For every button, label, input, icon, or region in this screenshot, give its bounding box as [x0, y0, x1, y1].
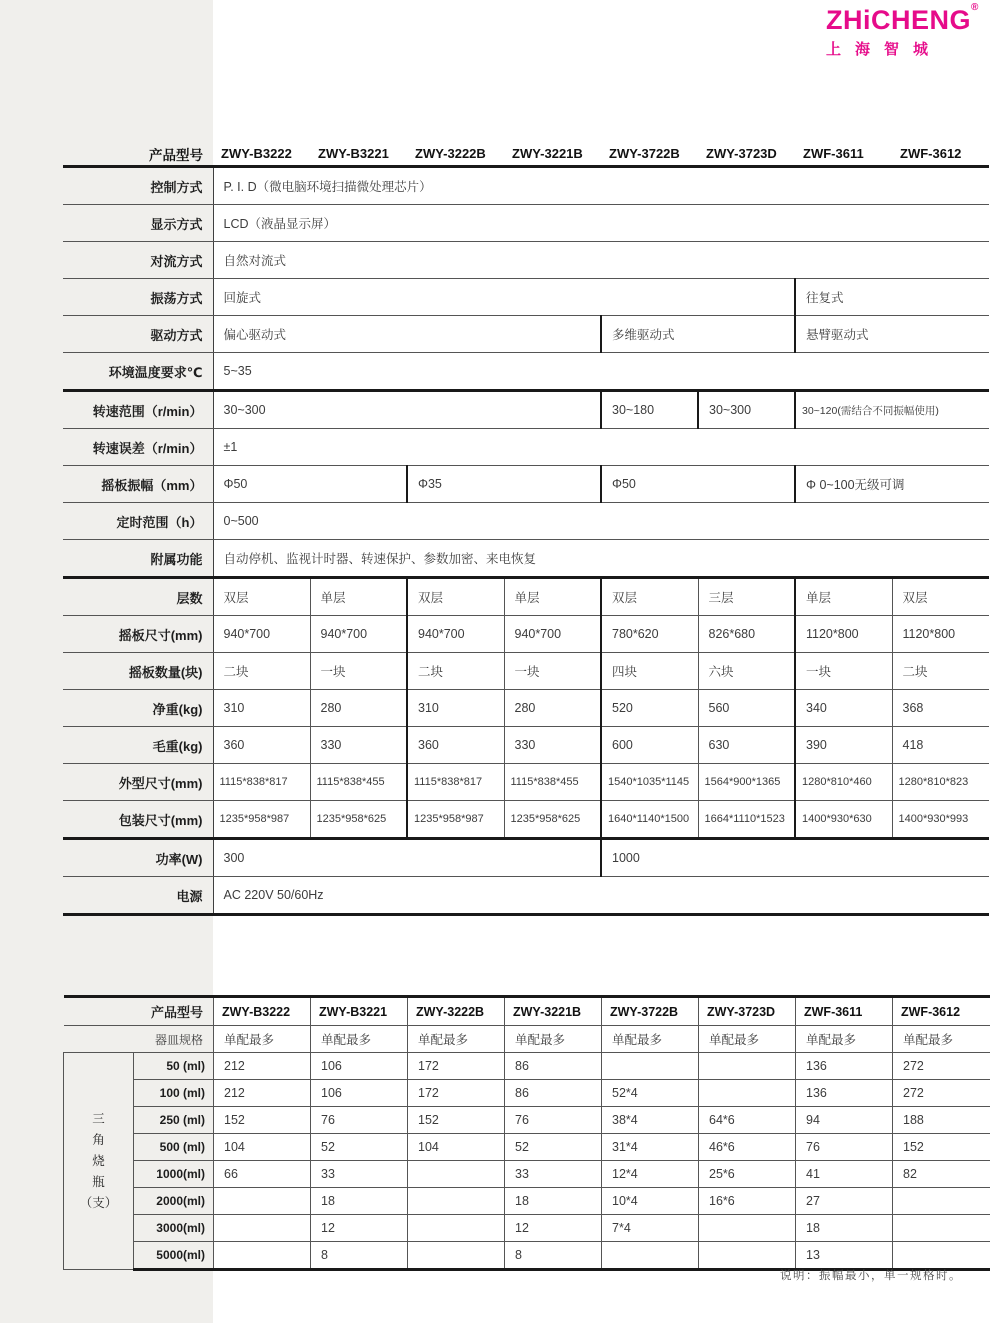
- cell: 46*6: [699, 1134, 796, 1161]
- row-label: 毛重(kg): [63, 727, 213, 764]
- vessel-spec-label: 器皿规格: [64, 1026, 214, 1053]
- cell: 四块: [601, 653, 698, 690]
- size-label: 3000(ml): [134, 1215, 214, 1242]
- group-char: 三: [92, 1111, 105, 1126]
- cell: 1540*1035*1145: [601, 764, 698, 801]
- row-label: 外型尺寸(mm): [63, 764, 213, 801]
- group-char: 烧: [92, 1153, 105, 1168]
- group-char: 瓶: [92, 1174, 105, 1189]
- cell: 一块: [310, 653, 407, 690]
- cell: 单层: [795, 578, 892, 616]
- spec-row-layers: [63, 578, 989, 616]
- flask-row: [64, 1242, 990, 1270]
- cell: 104: [408, 1134, 505, 1161]
- cell: 172: [408, 1053, 505, 1080]
- cell: 单配最多: [214, 1026, 311, 1053]
- spec-row-timer: [63, 503, 989, 540]
- cell: 780*620: [601, 616, 698, 653]
- cell: 94: [796, 1107, 893, 1134]
- spec-row-packing: [63, 801, 989, 839]
- model-header: ZWY-3723D: [698, 142, 795, 167]
- cell: 360: [213, 727, 310, 764]
- cell: 单配最多: [699, 1026, 796, 1053]
- model-header: ZWF-3612: [893, 997, 990, 1026]
- flask-table-container: [63, 995, 990, 1271]
- model-header: ZWY-3222B: [407, 142, 504, 167]
- cell: 300: [213, 839, 601, 877]
- cell: 双层: [892, 578, 989, 616]
- spec-header-label: 产品型号: [63, 142, 213, 167]
- cell: 212: [214, 1053, 311, 1080]
- brand-text: ZHiCHENG: [826, 5, 971, 35]
- cell: 52: [311, 1134, 408, 1161]
- cell: 18: [505, 1188, 602, 1215]
- cell: 826*680: [698, 616, 795, 653]
- cell: 330: [310, 727, 407, 764]
- cell: 41: [796, 1161, 893, 1188]
- flask-row: [64, 1053, 990, 1080]
- cell: 940*700: [213, 616, 310, 653]
- cell: [602, 1242, 699, 1270]
- cell: [699, 1080, 796, 1107]
- cell: 一块: [795, 653, 892, 690]
- cell: 940*700: [407, 616, 504, 653]
- size-label: 5000(ml): [134, 1242, 214, 1270]
- model-header: ZWY-B3221: [311, 997, 408, 1026]
- cell: 二块: [407, 653, 504, 690]
- brand-chinese: 上海智城: [826, 41, 943, 58]
- cell: 单配最多: [408, 1026, 505, 1053]
- cell: 418: [892, 727, 989, 764]
- cell: 1000: [601, 839, 989, 877]
- cell: 一块: [504, 653, 601, 690]
- cell: 272: [893, 1080, 990, 1107]
- cell: 回旋式: [213, 279, 795, 316]
- cell: 106: [311, 1080, 408, 1107]
- cell: 152: [214, 1107, 311, 1134]
- cell: 104: [214, 1134, 311, 1161]
- cell: 8: [311, 1242, 408, 1270]
- row-label: 显示方式: [63, 205, 213, 242]
- spec-table-container: [63, 142, 989, 916]
- cell: 1235*958*987: [407, 801, 504, 839]
- cell: 188: [893, 1107, 990, 1134]
- cell: 二块: [213, 653, 310, 690]
- cell: 双层: [213, 578, 310, 616]
- cell: 30~120(需结合不同振幅使用): [795, 391, 989, 429]
- group-char: 角: [92, 1132, 105, 1147]
- cell: ±1: [213, 429, 989, 466]
- cell: 1115*838*455: [504, 764, 601, 801]
- cell: 1280*810*460: [795, 764, 892, 801]
- cell: 自动停机、监视计时器、转速保护、参数加密、来电恢复: [213, 540, 989, 578]
- cell: 66: [214, 1161, 311, 1188]
- row-label: 振荡方式: [63, 279, 213, 316]
- spec-row-dimensions: [63, 764, 989, 801]
- cell: Φ 0~100无级可调: [795, 466, 989, 503]
- cell: 272: [893, 1053, 990, 1080]
- cell: 27: [796, 1188, 893, 1215]
- cell: 82: [893, 1161, 990, 1188]
- cell: 18: [796, 1215, 893, 1242]
- cell: Φ50: [213, 466, 407, 503]
- footnote: 说明：振幅最小，单一规格时。: [780, 1270, 962, 1282]
- cell: 二块: [892, 653, 989, 690]
- cell: 52*4: [602, 1080, 699, 1107]
- flask-table: [63, 995, 990, 1271]
- cell: 600: [601, 727, 698, 764]
- spec-row-control: [63, 167, 989, 205]
- cell: 1664*1110*1523: [698, 801, 795, 839]
- model-header: ZWF-3611: [795, 142, 892, 167]
- spec-row-display: [63, 205, 989, 242]
- cell: 30~300: [213, 391, 601, 429]
- cell: [893, 1242, 990, 1270]
- brand-wordmark: [826, 2, 979, 35]
- cell: 0~500: [213, 503, 989, 540]
- cell: [408, 1215, 505, 1242]
- cell: [699, 1242, 796, 1270]
- cell: 30~300: [698, 391, 795, 429]
- model-header: ZWY-3722B: [601, 142, 698, 167]
- cell: 560: [698, 690, 795, 727]
- cell: 三层: [698, 578, 795, 616]
- cell: 520: [601, 690, 698, 727]
- flask-header-label: 产品型号: [64, 997, 214, 1026]
- cell: 10*4: [602, 1188, 699, 1215]
- spec-row-ambient: [63, 353, 989, 391]
- row-label: 包装尺寸(mm): [63, 801, 213, 839]
- cell: 330: [504, 727, 601, 764]
- cell: 12*4: [602, 1161, 699, 1188]
- cell: P. I. D（微电脑环境扫描微处理芯片）: [213, 167, 989, 205]
- spec-row-net-weight: [63, 690, 989, 727]
- cell: 52: [505, 1134, 602, 1161]
- row-label: 摇板数量(块): [63, 653, 213, 690]
- cell: 双层: [601, 578, 698, 616]
- cell: 1235*958*625: [504, 801, 601, 839]
- model-header: ZWY-3221B: [505, 997, 602, 1026]
- spec-row-oscillation: [63, 279, 989, 316]
- cell: 悬臂驱动式: [795, 316, 989, 353]
- cell: 单层: [504, 578, 601, 616]
- row-label: 转速范围（r/min）: [63, 391, 213, 429]
- cell: Φ50: [601, 466, 795, 503]
- cell: 8: [505, 1242, 602, 1270]
- cell: 31*4: [602, 1134, 699, 1161]
- spec-header-row: [63, 142, 989, 167]
- cell: 偏心驱动式: [213, 316, 601, 353]
- cell: 310: [213, 690, 310, 727]
- cell: [699, 1053, 796, 1080]
- cell: 64*6: [699, 1107, 796, 1134]
- cell: 360: [407, 727, 504, 764]
- model-header: ZWY-B3222: [214, 997, 311, 1026]
- row-label: 摇板振幅（mm）: [63, 466, 213, 503]
- row-label: 控制方式: [63, 167, 213, 205]
- cell: [408, 1161, 505, 1188]
- cell: 1564*900*1365: [698, 764, 795, 801]
- cell: LCD（液晶显示屏）: [213, 205, 989, 242]
- cell: 1400*930*630: [795, 801, 892, 839]
- cell: [408, 1242, 505, 1270]
- cell: 双层: [407, 578, 504, 616]
- cell: Φ35: [407, 466, 601, 503]
- size-label: 250 (ml): [134, 1107, 214, 1134]
- spec-row-speed-range: [63, 391, 989, 429]
- cell: [214, 1242, 311, 1270]
- row-label: 环境温度要求℃: [63, 353, 213, 391]
- cell: 六块: [698, 653, 795, 690]
- cell: 13: [796, 1242, 893, 1270]
- cell: 76: [311, 1107, 408, 1134]
- cell: 630: [698, 727, 795, 764]
- cell: 单层: [310, 578, 407, 616]
- cell: 单配最多: [505, 1026, 602, 1053]
- size-label: 1000(ml): [134, 1161, 214, 1188]
- cell: 25*6: [699, 1161, 796, 1188]
- cell: 1235*958*625: [310, 801, 407, 839]
- spec-table: [63, 142, 989, 916]
- cell: 单配最多: [602, 1026, 699, 1053]
- cell: 单配最多: [796, 1026, 893, 1053]
- spec-row-power: [63, 839, 989, 877]
- cell: 1120*800: [795, 616, 892, 653]
- cell: 1115*838*817: [407, 764, 504, 801]
- cell: [893, 1215, 990, 1242]
- cell: 33: [311, 1161, 408, 1188]
- cell: 368: [892, 690, 989, 727]
- model-header: ZWY-3722B: [602, 997, 699, 1026]
- row-label: 摇板尺寸(mm): [63, 616, 213, 653]
- row-label: 驱动方式: [63, 316, 213, 353]
- spec-row-functions: [63, 540, 989, 578]
- cell: 1235*958*987: [213, 801, 310, 839]
- registered-mark: ®: [971, 2, 979, 13]
- spec-row-convection: [63, 242, 989, 279]
- cell: 1640*1140*1500: [601, 801, 698, 839]
- spec-row-gross-weight: [63, 727, 989, 764]
- cell: [699, 1215, 796, 1242]
- cell: 12: [311, 1215, 408, 1242]
- size-label: 2000(ml): [134, 1188, 214, 1215]
- row-label: 定时范围（h）: [63, 503, 213, 540]
- group-char: （支）: [79, 1195, 118, 1210]
- model-header: ZWF-3611: [796, 997, 893, 1026]
- model-header: ZWY-3723D: [699, 997, 796, 1026]
- cell: 172: [408, 1080, 505, 1107]
- model-header: ZWY-3221B: [504, 142, 601, 167]
- cell: 76: [796, 1134, 893, 1161]
- cell: 自然对流式: [213, 242, 989, 279]
- cell: [214, 1188, 311, 1215]
- row-label: 功率(W): [63, 839, 213, 877]
- cell: 38*4: [602, 1107, 699, 1134]
- cell: 940*700: [310, 616, 407, 653]
- cell: 18: [311, 1188, 408, 1215]
- cell: 7*4: [602, 1215, 699, 1242]
- spec-row-supply: [63, 877, 989, 915]
- spec-row-amplitude: [63, 466, 989, 503]
- cell: 212: [214, 1080, 311, 1107]
- cell: 280: [504, 690, 601, 727]
- cell: 33: [505, 1161, 602, 1188]
- cell: 往复式: [795, 279, 989, 316]
- cell: 86: [505, 1053, 602, 1080]
- size-label: 50 (ml): [134, 1053, 214, 1080]
- flask-group-label: [64, 1053, 134, 1270]
- size-label: 100 (ml): [134, 1080, 214, 1107]
- size-label: 500 (ml): [134, 1134, 214, 1161]
- cell: 5~35: [213, 353, 989, 391]
- row-label: 附属功能: [63, 540, 213, 578]
- model-header: ZWF-3612: [892, 142, 989, 167]
- model-header: ZWY-B3221: [310, 142, 407, 167]
- cell: 1280*810*823: [892, 764, 989, 801]
- flask-row: [64, 1161, 990, 1188]
- cell: [893, 1188, 990, 1215]
- spec-row-tray-count: [63, 653, 989, 690]
- cell: [602, 1053, 699, 1080]
- flask-row: [64, 1134, 990, 1161]
- row-label: 对流方式: [63, 242, 213, 279]
- spec-row-speed-error: [63, 429, 989, 466]
- cell: 310: [407, 690, 504, 727]
- cell: 12: [505, 1215, 602, 1242]
- spec-row-tray-size: [63, 616, 989, 653]
- cell: 136: [796, 1053, 893, 1080]
- row-label: 净重(kg): [63, 690, 213, 727]
- model-header: ZWY-B3222: [213, 142, 310, 167]
- cell: [214, 1215, 311, 1242]
- cell: 16*6: [699, 1188, 796, 1215]
- spec-row-drive: [63, 316, 989, 353]
- cell: AC 220V 50/60Hz: [213, 877, 989, 915]
- flask-row: [64, 1080, 990, 1107]
- cell: 1120*800: [892, 616, 989, 653]
- cell: 多维驱动式: [601, 316, 795, 353]
- cell: 136: [796, 1080, 893, 1107]
- cell: 1400*930*993: [892, 801, 989, 839]
- row-label: 层数: [63, 578, 213, 616]
- model-header: ZWY-3222B: [408, 997, 505, 1026]
- cell: 1115*838*455: [310, 764, 407, 801]
- flask-row: [64, 1188, 990, 1215]
- brand-logo: [826, 2, 979, 59]
- cell: 106: [311, 1053, 408, 1080]
- cell: 单配最多: [311, 1026, 408, 1053]
- cell: 152: [893, 1134, 990, 1161]
- cell: 30~180: [601, 391, 698, 429]
- row-label: 转速误差（r/min）: [63, 429, 213, 466]
- cell: 单配最多: [893, 1026, 990, 1053]
- cell: 152: [408, 1107, 505, 1134]
- cell: [408, 1188, 505, 1215]
- cell: 280: [310, 690, 407, 727]
- cell: 340: [795, 690, 892, 727]
- flask-subheader-row: [64, 1026, 990, 1053]
- cell: 76: [505, 1107, 602, 1134]
- cell: 86: [505, 1080, 602, 1107]
- cell: 1115*838*817: [213, 764, 310, 801]
- row-label: 电源: [63, 877, 213, 915]
- flask-row: [64, 1107, 990, 1134]
- flask-header-row: [64, 997, 990, 1026]
- flask-row: [64, 1215, 990, 1242]
- cell: 940*700: [504, 616, 601, 653]
- cell: 390: [795, 727, 892, 764]
